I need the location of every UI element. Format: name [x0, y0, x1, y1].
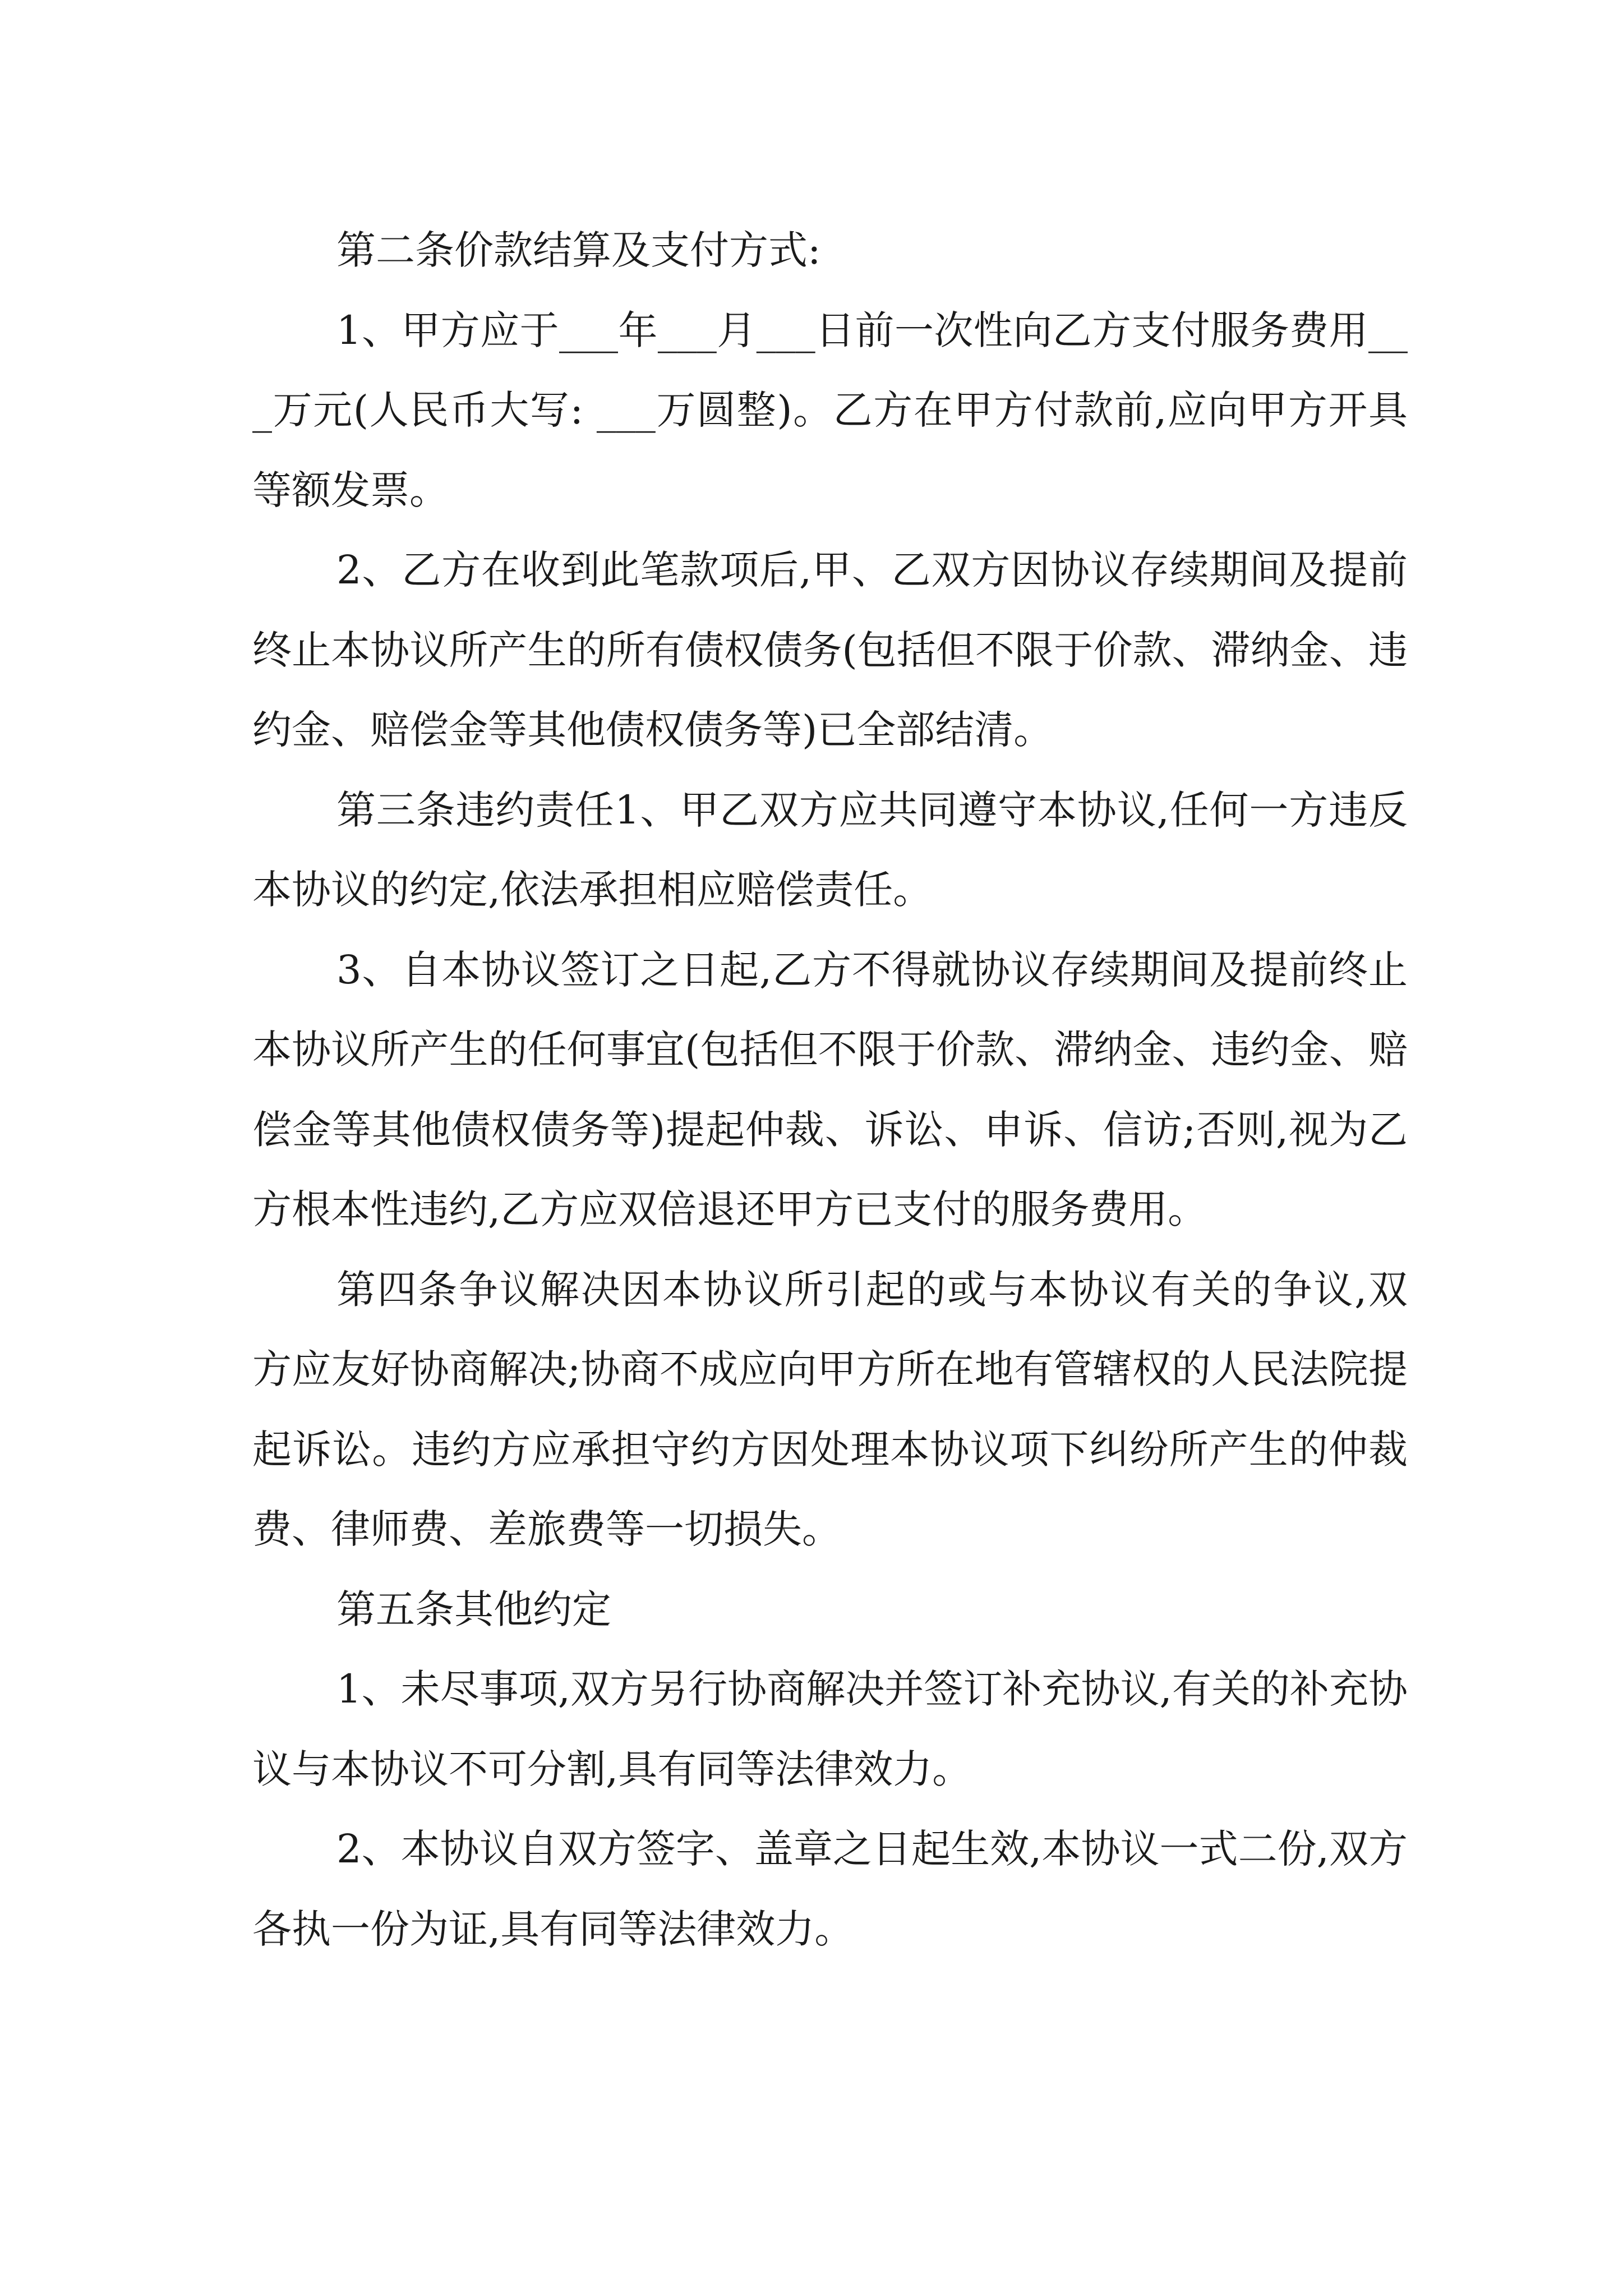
paragraph-other-clause-1: 1、未尽事项,双方另行协商解决并签订补充协议,有关的补充协议与本协议不可分割,具有同等法律效力。 [252, 1666, 1408, 1792]
paragraph-payment-clause-1: 1、甲方应于___年___月___日前一次性向乙方支付服务费用___万元(人民币大写: ___万圆整)。乙方在甲方付款前,应向甲方开具等额发票。 [252, 307, 1408, 513]
paragraph-article-4-dispute: 第四条争议解决因本协议所引起的或与本协议有关的争议,双方应友好协商解决;协商不成应向甲方所在地有管辖权的人民法院提起诉讼。违约方应承担守约方因处理本协议项下纠纷所产生的仲裁费、律师费、差旅费等一切损失。 [252, 1266, 1408, 1552]
paragraph-article-5-heading: 第五条其他约定 [336, 1586, 611, 1632]
paragraph-article-2-heading: 第二条价款结算及支付方式: [336, 227, 821, 273]
paragraph-other-clause-2: 2、本协议自双方签字、盖章之日起生效,本协议一式二份,双方各执一份为证,具有同等法律效力。 [252, 1826, 1408, 1952]
document-body [252, 210, 1408, 1969]
paragraph-article-3-liability: 第三条违约责任1、甲乙双方应共同遵守本协议,任何一方违反本协议的约定,依法承担相应赔偿责任。 [252, 786, 1408, 913]
paragraph-liability-clause-3: 3、自本协议签订之日起,乙方不得就协议存续期间及提前终止本协议所产生的任何事宜(包括但不限于价款、滞纳金、违约金、赔偿金等其他债权债务等)提起仲裁、诉讼、申诉、信访;否则,视为乙方根本性违约,乙方应双倍退还甲方已支付的服务费用。 [252, 946, 1408, 1232]
paragraph-payment-clause-2: 2、乙方在收到此笔款项后,甲、乙双方因协议存续期间及提前终止本协议所产生的所有债权债务(包括但不限于价款、滞纳金、违约金、赔偿金等其他债权债务等)已全部结清。 [252, 547, 1408, 753]
